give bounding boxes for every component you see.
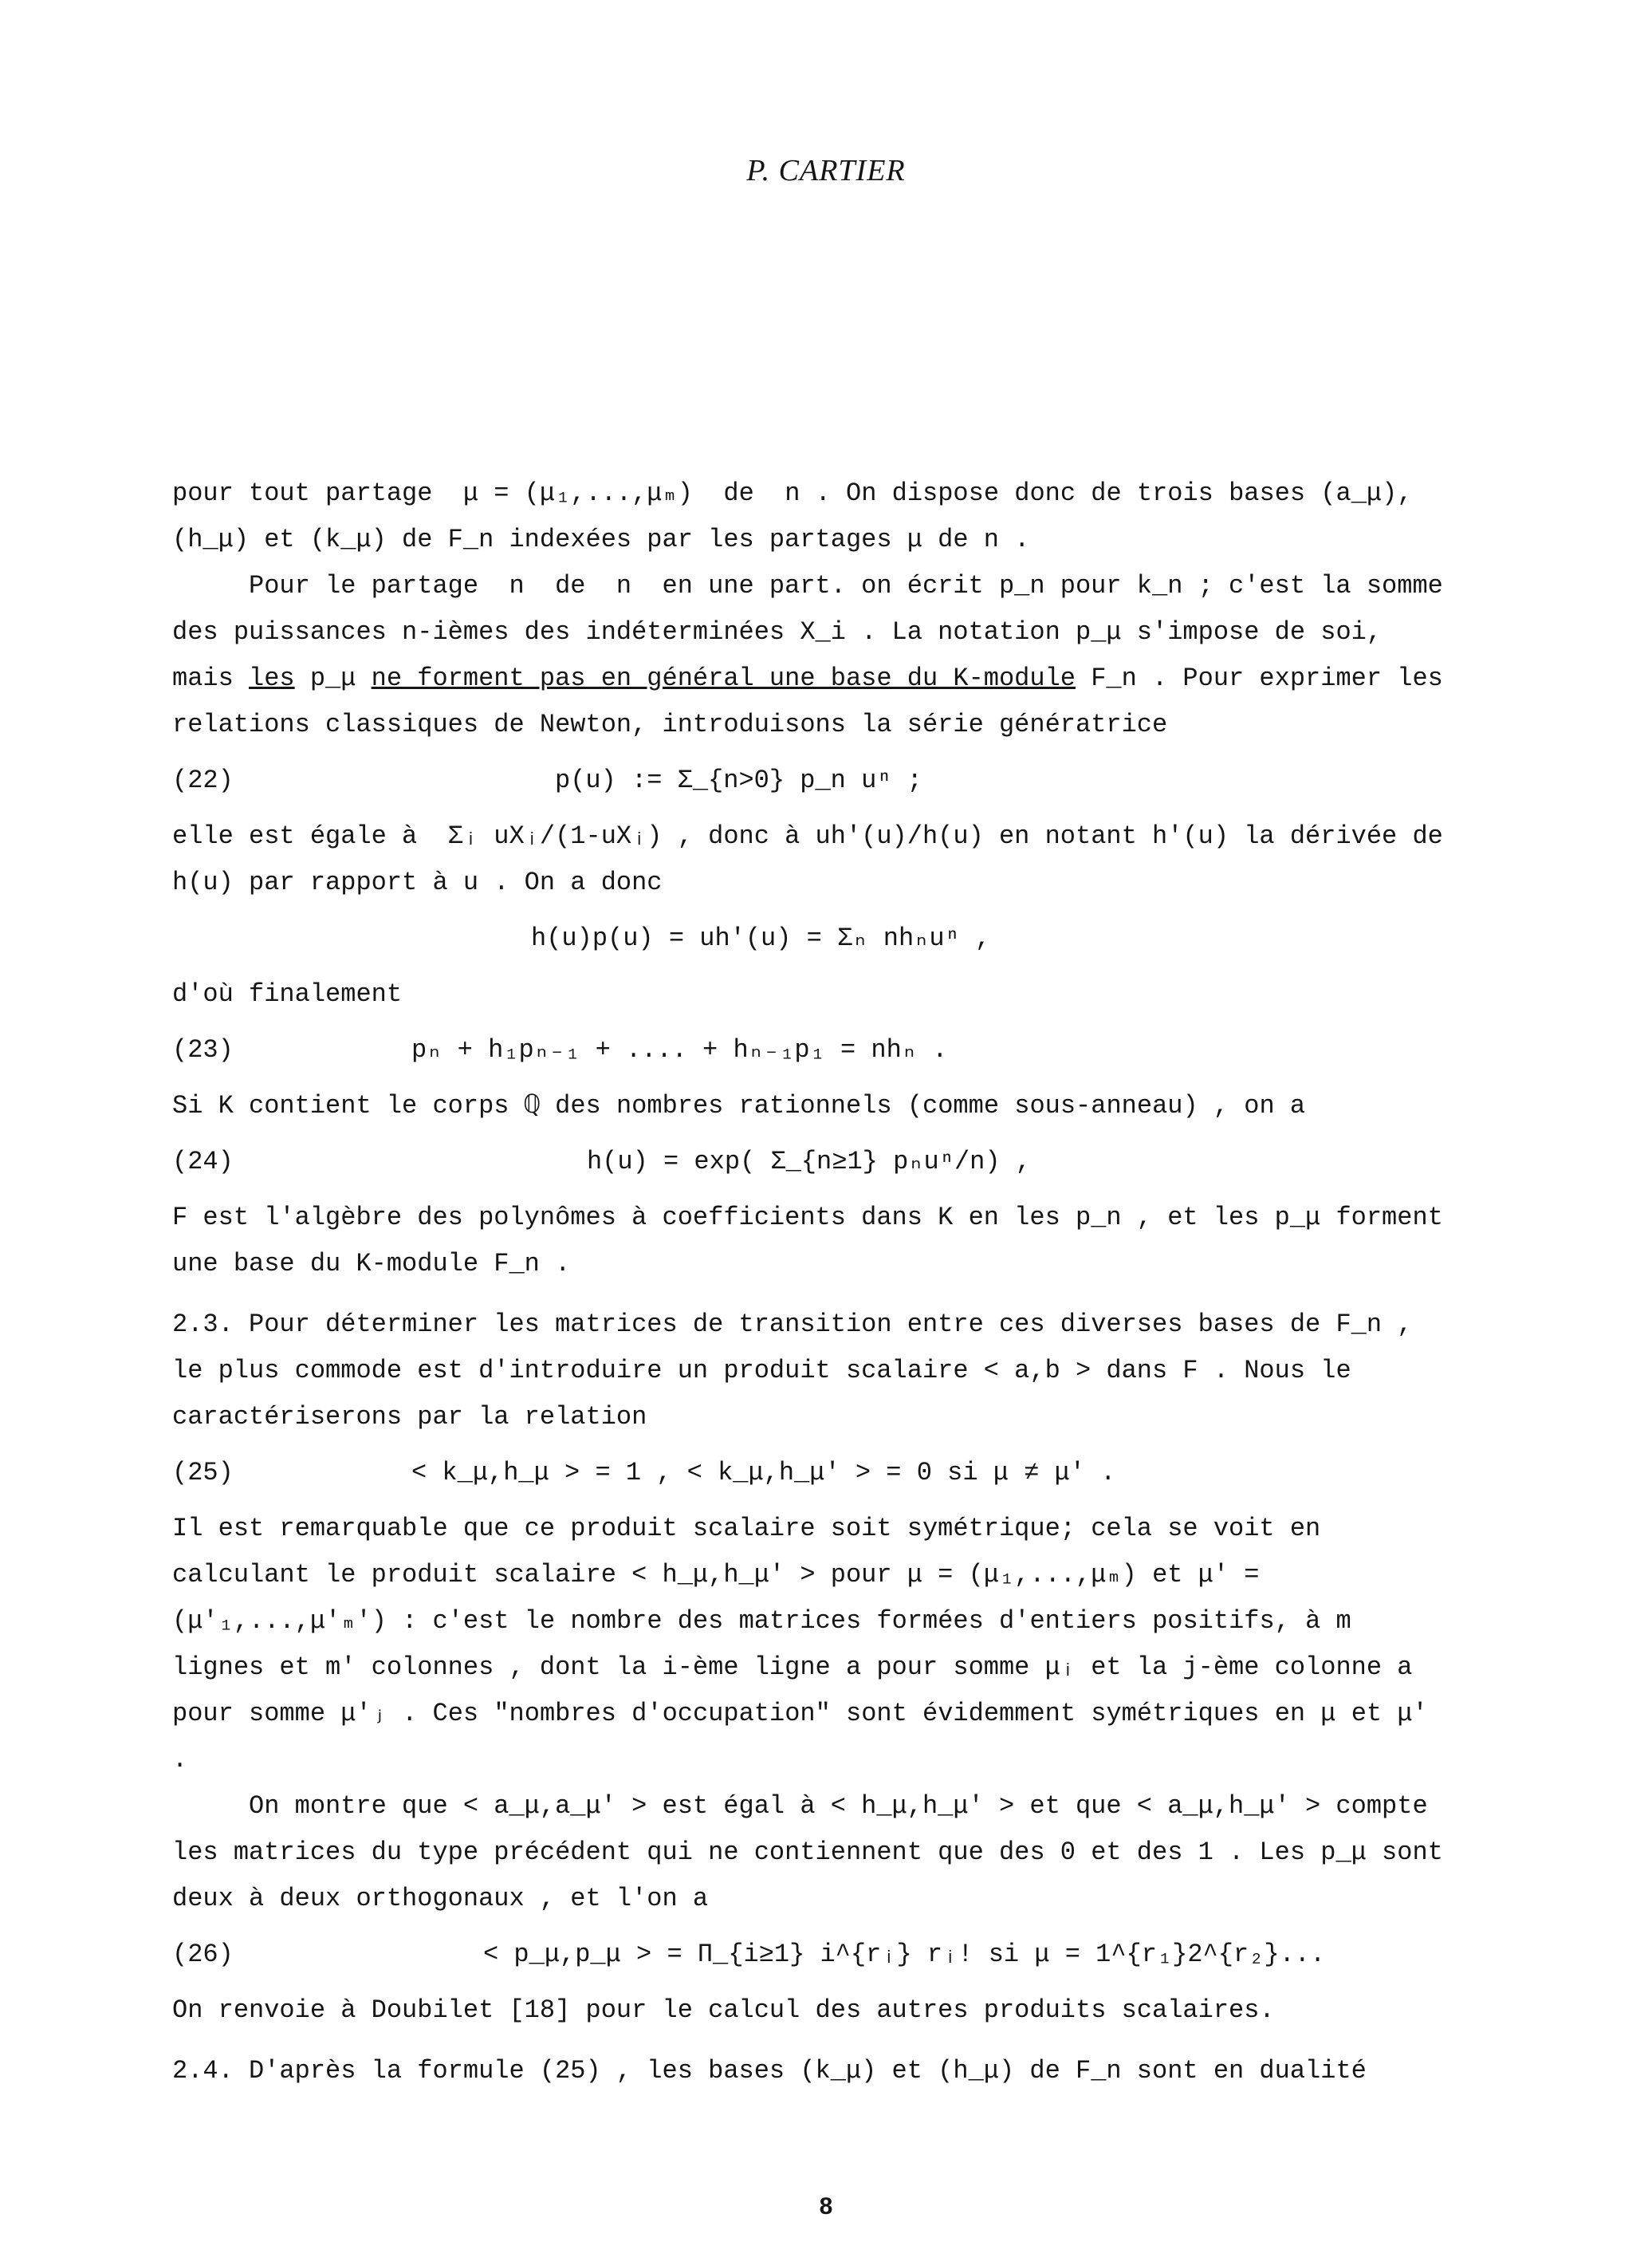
paragraph-4: d'où finalement <box>172 979 403 1009</box>
paragraph-2-underline-1: les <box>249 664 295 693</box>
paragraph-7: 2.3. Pour déterminer les matrices de transition entre ces diverses bases de F_n , le plus commode est d'introduire un produit scalaire < a,b > dans F . Nous le caractériserons par la relation <box>172 1310 1428 1432</box>
paragraph-11: 2.4. D'après la formule (25) , les bases (k_μ) et (h_μ) de F_n sont en dualité <box>172 2056 1367 2086</box>
equation-h <box>172 916 1448 962</box>
equation-number <box>172 916 316 962</box>
paragraph-5: Si K contient le corps ℚ des nombres rationnels (comme sous-anneau) , on a <box>172 1091 1306 1121</box>
equation-number: (24) <box>172 1147 234 1176</box>
equation-number: (22) <box>172 766 234 795</box>
paragraph-2-start: Pour le partage n de n en une part. on écrit p_n pour k_n ; c'est la somme des puissances n-ièmes des indéterminées X_i . La notation p_μ s'impose de soi, mais <box>172 571 1459 693</box>
paragraph-2-mid: p_μ <box>309 664 356 693</box>
paragraph-9: On montre que < a_μ,a_μ' > est égal à < h_μ,h_μ' > et que < a_μ,h_μ' > compte les matrices du type précédent qui ne contiennent que des 0 et des 1 . Les p_μ sont deux à deux orthogonaux , et l'on a <box>172 1791 1459 1913</box>
equation-body: pₙ + h₁pₙ₋₁ + .... + hₙ₋₁p₁ = nhₙ . <box>411 1035 948 1065</box>
paragraph-10: On renvoie à Doubilet [18] pour le calcul des autres produits scalaires. <box>172 1995 1275 2025</box>
equation-body: h(u) = exp( Σ_{n≥1} pₙuⁿ/n) , <box>587 1147 1031 1176</box>
equation-22 <box>172 758 1448 804</box>
equation-number: (26) <box>172 1940 234 1969</box>
equation-24 <box>172 1139 1448 1185</box>
paragraph-2-end: F_n . Pour exprimer les relations classiques de Newton, introduisons la série génératrice <box>172 664 1459 739</box>
equation-body: < p_μ,p_μ > = Π_{i≥1} i^{rᵢ} rᵢ! si μ = 1^{r₁}2^{r₂}... <box>483 1940 1326 1969</box>
paragraph-1: pour tout partage μ = (μ₁,...,μₘ) de n . On dispose donc de trois bases (a_μ), (h_μ) et (k_μ) de F_n indexées par les partages μ de n . <box>172 479 1428 554</box>
equation-number: (23) <box>172 1035 234 1065</box>
running-header: P. CARTIER <box>746 154 906 187</box>
page-body <box>172 471 1459 2094</box>
equation-26 <box>172 1932 1448 1978</box>
page-number: 8 <box>819 2193 833 2220</box>
equation-body: h(u)p(u) = uh'(u) = Σₙ nhₙuⁿ , <box>531 924 991 953</box>
equation-body: p(u) := Σ_{n>0} p_n uⁿ ; <box>555 766 922 795</box>
paragraph-2-underline-2: ne forment pas en général une base du K-module <box>371 664 1076 693</box>
equation-body: < k_μ,h_μ > = 1 , < k_μ,h_μ' > = 0 si μ ≠ μ' . <box>411 1458 1116 1487</box>
equation-number: (25) <box>172 1458 234 1487</box>
equation-23 <box>172 1027 1448 1073</box>
paragraph-8: Il est remarquable que ce produit scalaire soit symétrique; cela se voit en calculant le produit scalaire < h_μ,h_μ' > pour μ = (μ₁,...,μₘ) et μ' = (μ'₁,...,μ'ₘ') : c'est le nombre des matrices formées d'entiers positifs, à m lignes et m' colonnes , dont la i-ème ligne a pour somme μᵢ et la j-ème colonne a pour somme μ'ⱼ . Ces "nombres d'occupation" sont évidemment symétriques en μ et μ' . <box>172 1514 1443 1775</box>
equation-25 <box>172 1450 1448 1496</box>
paragraph-2 <box>172 563 1459 748</box>
paragraph-3: elle est égale à Σᵢ uXᵢ/(1-uXᵢ) , donc à uh'(u)/h(u) en notant h'(u) la dérivée de h(u) par rapport à u . On a donc <box>172 821 1459 897</box>
paragraph-6: F est l'algèbre des polynômes à coefficients dans K en les p_n , et les p_μ forment une base du K-module F_n . <box>172 1203 1459 1278</box>
